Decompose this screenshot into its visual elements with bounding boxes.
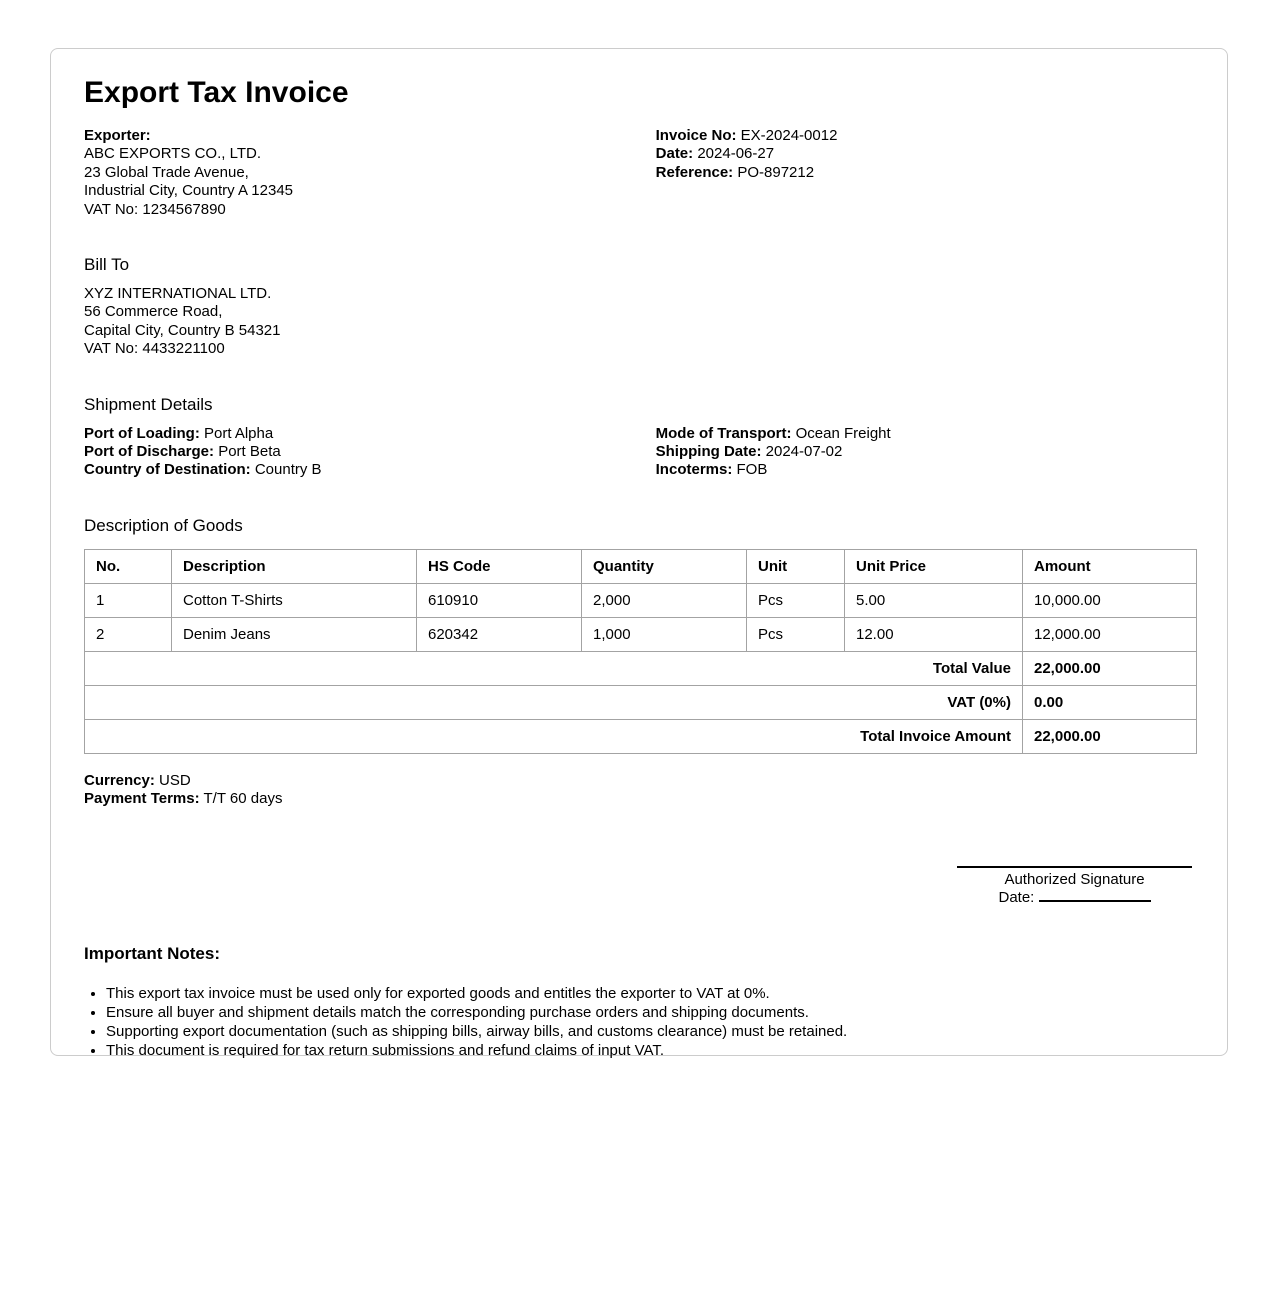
- authorized-signature-caption: Authorized Signature: [1004, 870, 1145, 888]
- cell-unit: Pcs: [747, 617, 845, 651]
- vat-label: VAT (0%): [85, 685, 1023, 719]
- cell-amount: 10,000.00: [1023, 583, 1197, 617]
- bill-to-heading: Bill To: [84, 255, 130, 275]
- total-invoice-amount-row: [85, 719, 1197, 753]
- cell-unit: Pcs: [747, 583, 845, 617]
- cell-description: Denim Jeans: [172, 617, 417, 651]
- bill-to-address-line1: 56 Commerce Road,: [84, 303, 223, 321]
- column-header-description: Description: [172, 549, 417, 583]
- port-of-discharge-line: Port of Discharge: Port Beta: [84, 443, 281, 461]
- country-of-destination-line: Country of Destination: Country B: [84, 461, 322, 479]
- vat-row: [85, 685, 1197, 719]
- signature-line: [957, 866, 1192, 868]
- signature-date-line: Date:: [957, 889, 1192, 907]
- page-title: Export Tax Invoice: [84, 76, 349, 109]
- exporter-label: Exporter:: [84, 127, 151, 144]
- total-value-amount: 22,000.00: [1023, 651, 1197, 685]
- vat-amount: 0.00: [1023, 685, 1197, 719]
- bill-to-block: [84, 285, 1194, 359]
- invoice-number-line: Invoice No: EX-2024-0012: [655, 127, 838, 144]
- cell-unit-price: 5.00: [845, 583, 1023, 617]
- exporter-address-line1: 23 Global Trade Avenue,: [84, 163, 249, 181]
- list-item: • This document is required for tax return submissions and refund claims of input VAT.: [106, 1041, 1194, 1060]
- invoice-date-line: Date: 2024-06-27: [655, 145, 775, 163]
- cell-description: Cotton T-Shirts: [172, 583, 417, 617]
- invoice-meta-block: [656, 127, 1194, 219]
- exporter-vat: VAT No: 1234567890: [84, 200, 226, 218]
- bill-to-name: XYZ INTERNATIONAL LTD.: [84, 285, 272, 303]
- list-item: • This export tax invoice must be used only for exported goods and entitles the exporter to VAT at 0%.: [106, 984, 1194, 1003]
- goods-table-header-row: [85, 549, 1197, 583]
- total-value-row: [85, 651, 1197, 685]
- shipping-date-line: Shipping Date: 2024-07-02: [655, 443, 843, 461]
- important-notes-list: [84, 984, 1194, 1060]
- shipment-details-heading: Shipment Details: [84, 394, 213, 414]
- column-header-unit: Unit: [747, 549, 845, 583]
- table-row: [85, 617, 1197, 651]
- exporter-block: [84, 127, 656, 219]
- cell-no: 1: [85, 583, 172, 617]
- column-header-unit-price: Unit Price: [845, 549, 1023, 583]
- exporter-address-line2: Industrial City, Country A 12345: [84, 182, 294, 200]
- table-row: [85, 583, 1197, 617]
- column-header-amount: Amount: [1023, 549, 1197, 583]
- cell-unit-price: 12.00: [845, 617, 1023, 651]
- total-invoice-amount-value: 22,000.00: [1023, 719, 1197, 753]
- terms-block: [84, 772, 1194, 809]
- currency-line: Currency: USD: [84, 771, 191, 789]
- list-item: • Supporting export documentation (such as shipping bills, airway bills, and customs clearance) must be retained.: [106, 1022, 1194, 1041]
- bill-to-address-line2: Capital City, Country B 54321: [84, 321, 281, 339]
- cell-amount: 12,000.00: [1023, 617, 1197, 651]
- shipment-right-column: [656, 425, 1194, 480]
- invoice-reference-line: Reference: PO-897212: [655, 163, 815, 181]
- goods-table: [84, 549, 1197, 754]
- header-meta-section: [84, 127, 1194, 219]
- shipment-left-column: [84, 425, 656, 480]
- goods-heading: Description of Goods: [84, 515, 243, 535]
- cell-hs-code: 620342: [417, 617, 582, 651]
- exporter-name: ABC EXPORTS CO., LTD.: [84, 145, 261, 163]
- port-of-loading-line: Port of Loading: Port Alpha: [84, 424, 274, 442]
- incoterms-line: Incoterms: FOB: [655, 461, 768, 479]
- column-header-quantity: Quantity: [582, 549, 747, 583]
- important-notes-heading: Important Notes:: [84, 943, 220, 963]
- column-header-no: No.: [85, 549, 172, 583]
- cell-hs-code: 610910: [417, 583, 582, 617]
- payment-terms-line: Payment Terms: T/T 60 days: [84, 790, 283, 808]
- shipment-details-section: [84, 425, 1194, 480]
- cell-no: 2: [85, 617, 172, 651]
- signature-block: [957, 866, 1192, 908]
- list-item: • Ensure all buyer and shipment details match the corresponding purchase orders and shipping documents.: [106, 1003, 1194, 1022]
- total-value-label: Total Value: [85, 651, 1023, 685]
- date-underline: [1039, 889, 1151, 902]
- mode-of-transport-line: Mode of Transport: Ocean Freight: [655, 424, 891, 442]
- total-invoice-amount-label: Total Invoice Amount: [85, 719, 1023, 753]
- invoice-card: [50, 48, 1228, 1059]
- cell-quantity: 2,000: [582, 583, 747, 617]
- bill-to-vat: VAT No: 4433221100: [84, 340, 225, 358]
- column-header-hs-code: HS Code: [417, 549, 582, 583]
- cell-quantity: 1,000: [582, 617, 747, 651]
